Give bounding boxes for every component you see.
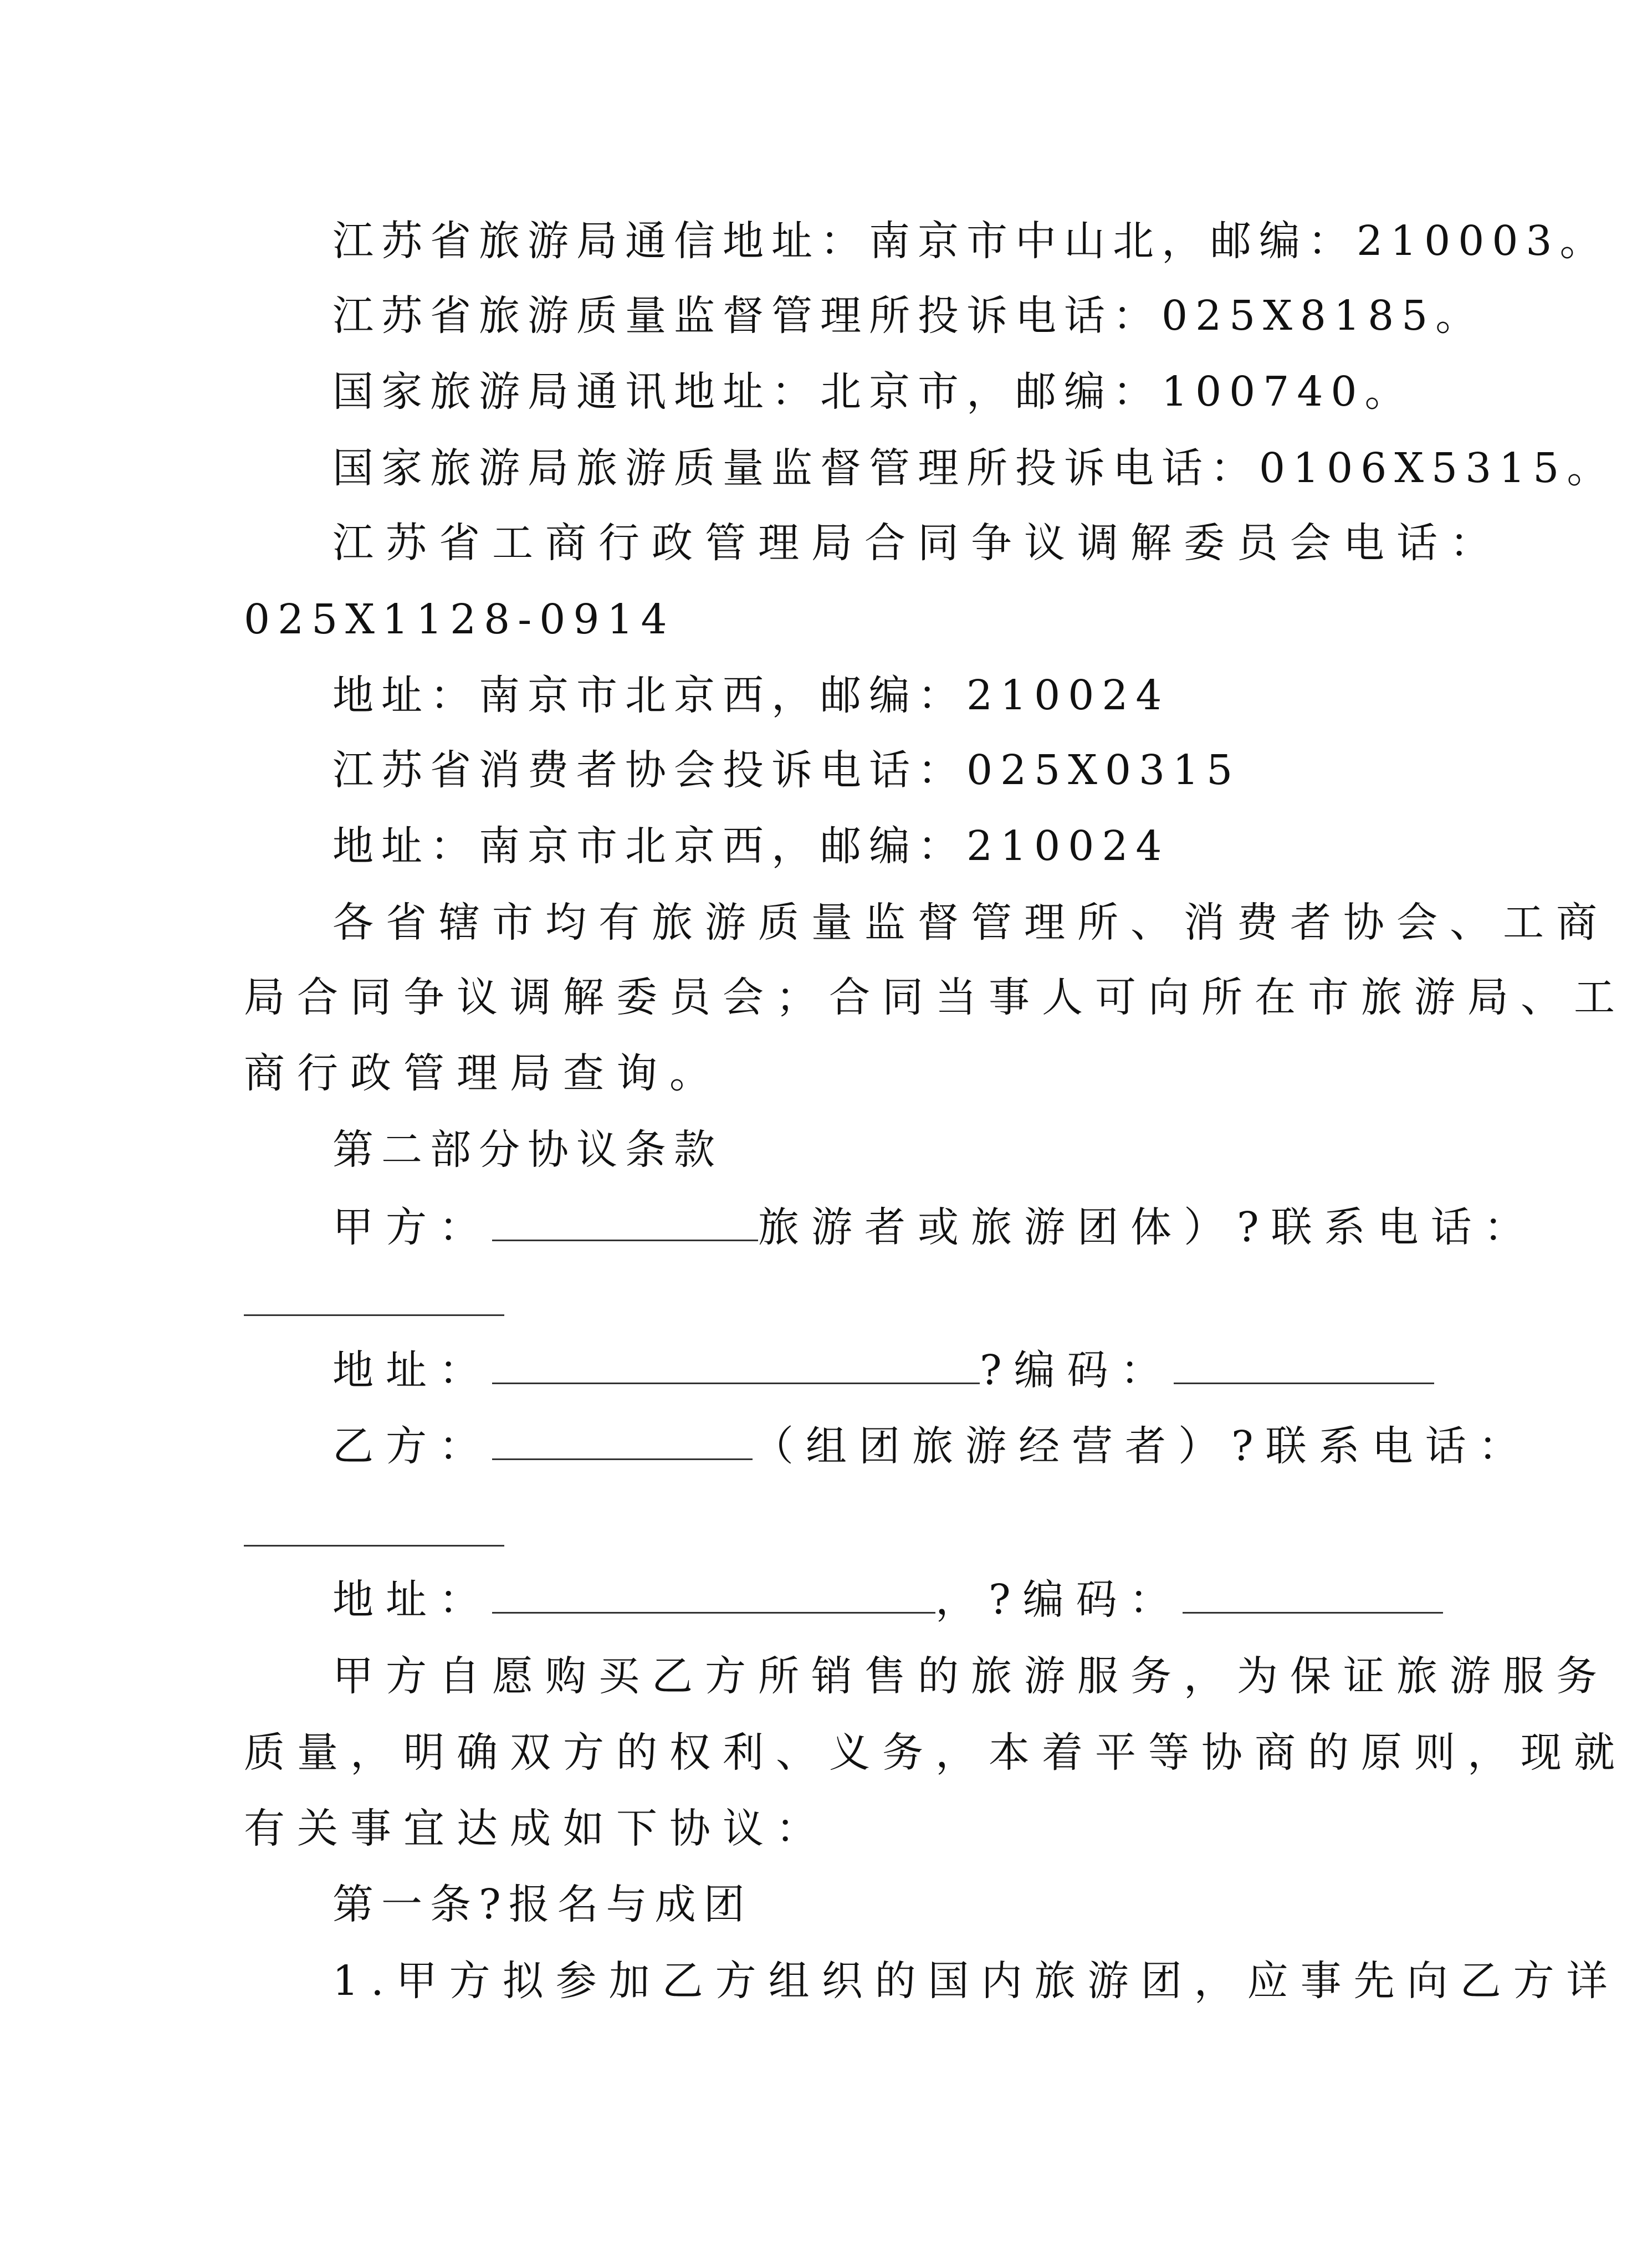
body-line: 江苏省消费者协会投诉电话：025X0315: [332, 746, 1241, 794]
address-blank: [492, 1348, 980, 1384]
body-line: 质量，明确双方的权利、义务，本着平等协商的原则，现就: [244, 1729, 1627, 1776]
body-line: 商行政管理局查询。: [244, 1049, 723, 1097]
party-b-suffix: （组团旅游经营者）?联系电话：: [753, 1422, 1532, 1470]
address-blank: [492, 1578, 935, 1614]
body-line: 国家旅游局通讯地址：北京市，邮编：100740。: [332, 368, 1414, 416]
address-label: 地址：: [332, 1576, 492, 1624]
party-b-blank: [492, 1424, 753, 1460]
party-b-line: [244, 1416, 1532, 1477]
body-line: 025X1128-0914: [244, 596, 675, 643]
body-line: 有关事宜达成如下协议：: [244, 1805, 829, 1852]
party-b-label: 乙方：: [332, 1422, 492, 1470]
body-line: 各省辖市均有旅游质量监督管理所、消费者协会、工商: [332, 899, 1609, 946]
party-a-phone-blank: [244, 1314, 504, 1316]
party-a-blank: [492, 1205, 758, 1241]
body-line: 江苏省旅游质量监督管理所投诉电话：025X8185。: [332, 292, 1485, 340]
party-a-label: 甲方：: [332, 1204, 492, 1251]
article-heading: 第一条?报名与成团: [332, 1881, 753, 1928]
postcode-label: ，?编码：: [935, 1576, 1183, 1624]
body-line: 地址：南京市北京西，邮编：210024: [332, 822, 1170, 870]
party-b-phone-blank: [244, 1545, 504, 1547]
body-line: 国家旅游局旅游质量监督管理所投诉电话：0106X5315。: [332, 444, 1616, 492]
address-label: 地址：: [332, 1347, 492, 1394]
party-a-line: [244, 1197, 1537, 1258]
body-line: 1.甲方拟参加乙方组织的国内旅游团，应事先向乙方详: [332, 1957, 1620, 2005]
postcode-label: ?编码：: [980, 1347, 1174, 1394]
party-a-suffix: 旅游者或旅游团体）?联系电话：: [758, 1204, 1537, 1251]
body-line: 江苏省工商行政管理局合同争议调解委员会电话：: [332, 519, 1503, 567]
section-heading: 第二部分协议条款: [332, 1126, 723, 1174]
body-line: 甲方自愿购买乙方所销售的旅游服务，为保证旅游服务: [332, 1652, 1609, 1700]
postcode-blank: [1183, 1578, 1443, 1614]
body-line: 江苏省旅游局通信地址：南京市中山北，邮编：210003。: [332, 217, 1609, 265]
postcode-blank: [1174, 1348, 1434, 1384]
party-a-address-line: [244, 1340, 1360, 1401]
body-line: 地址：南京市北京西，邮编：210024: [332, 672, 1170, 719]
party-b-address-line: [244, 1569, 1360, 1630]
body-line: 局合同争议调解委员会；合同当事人可向所在市旅游局、工: [244, 974, 1627, 1021]
